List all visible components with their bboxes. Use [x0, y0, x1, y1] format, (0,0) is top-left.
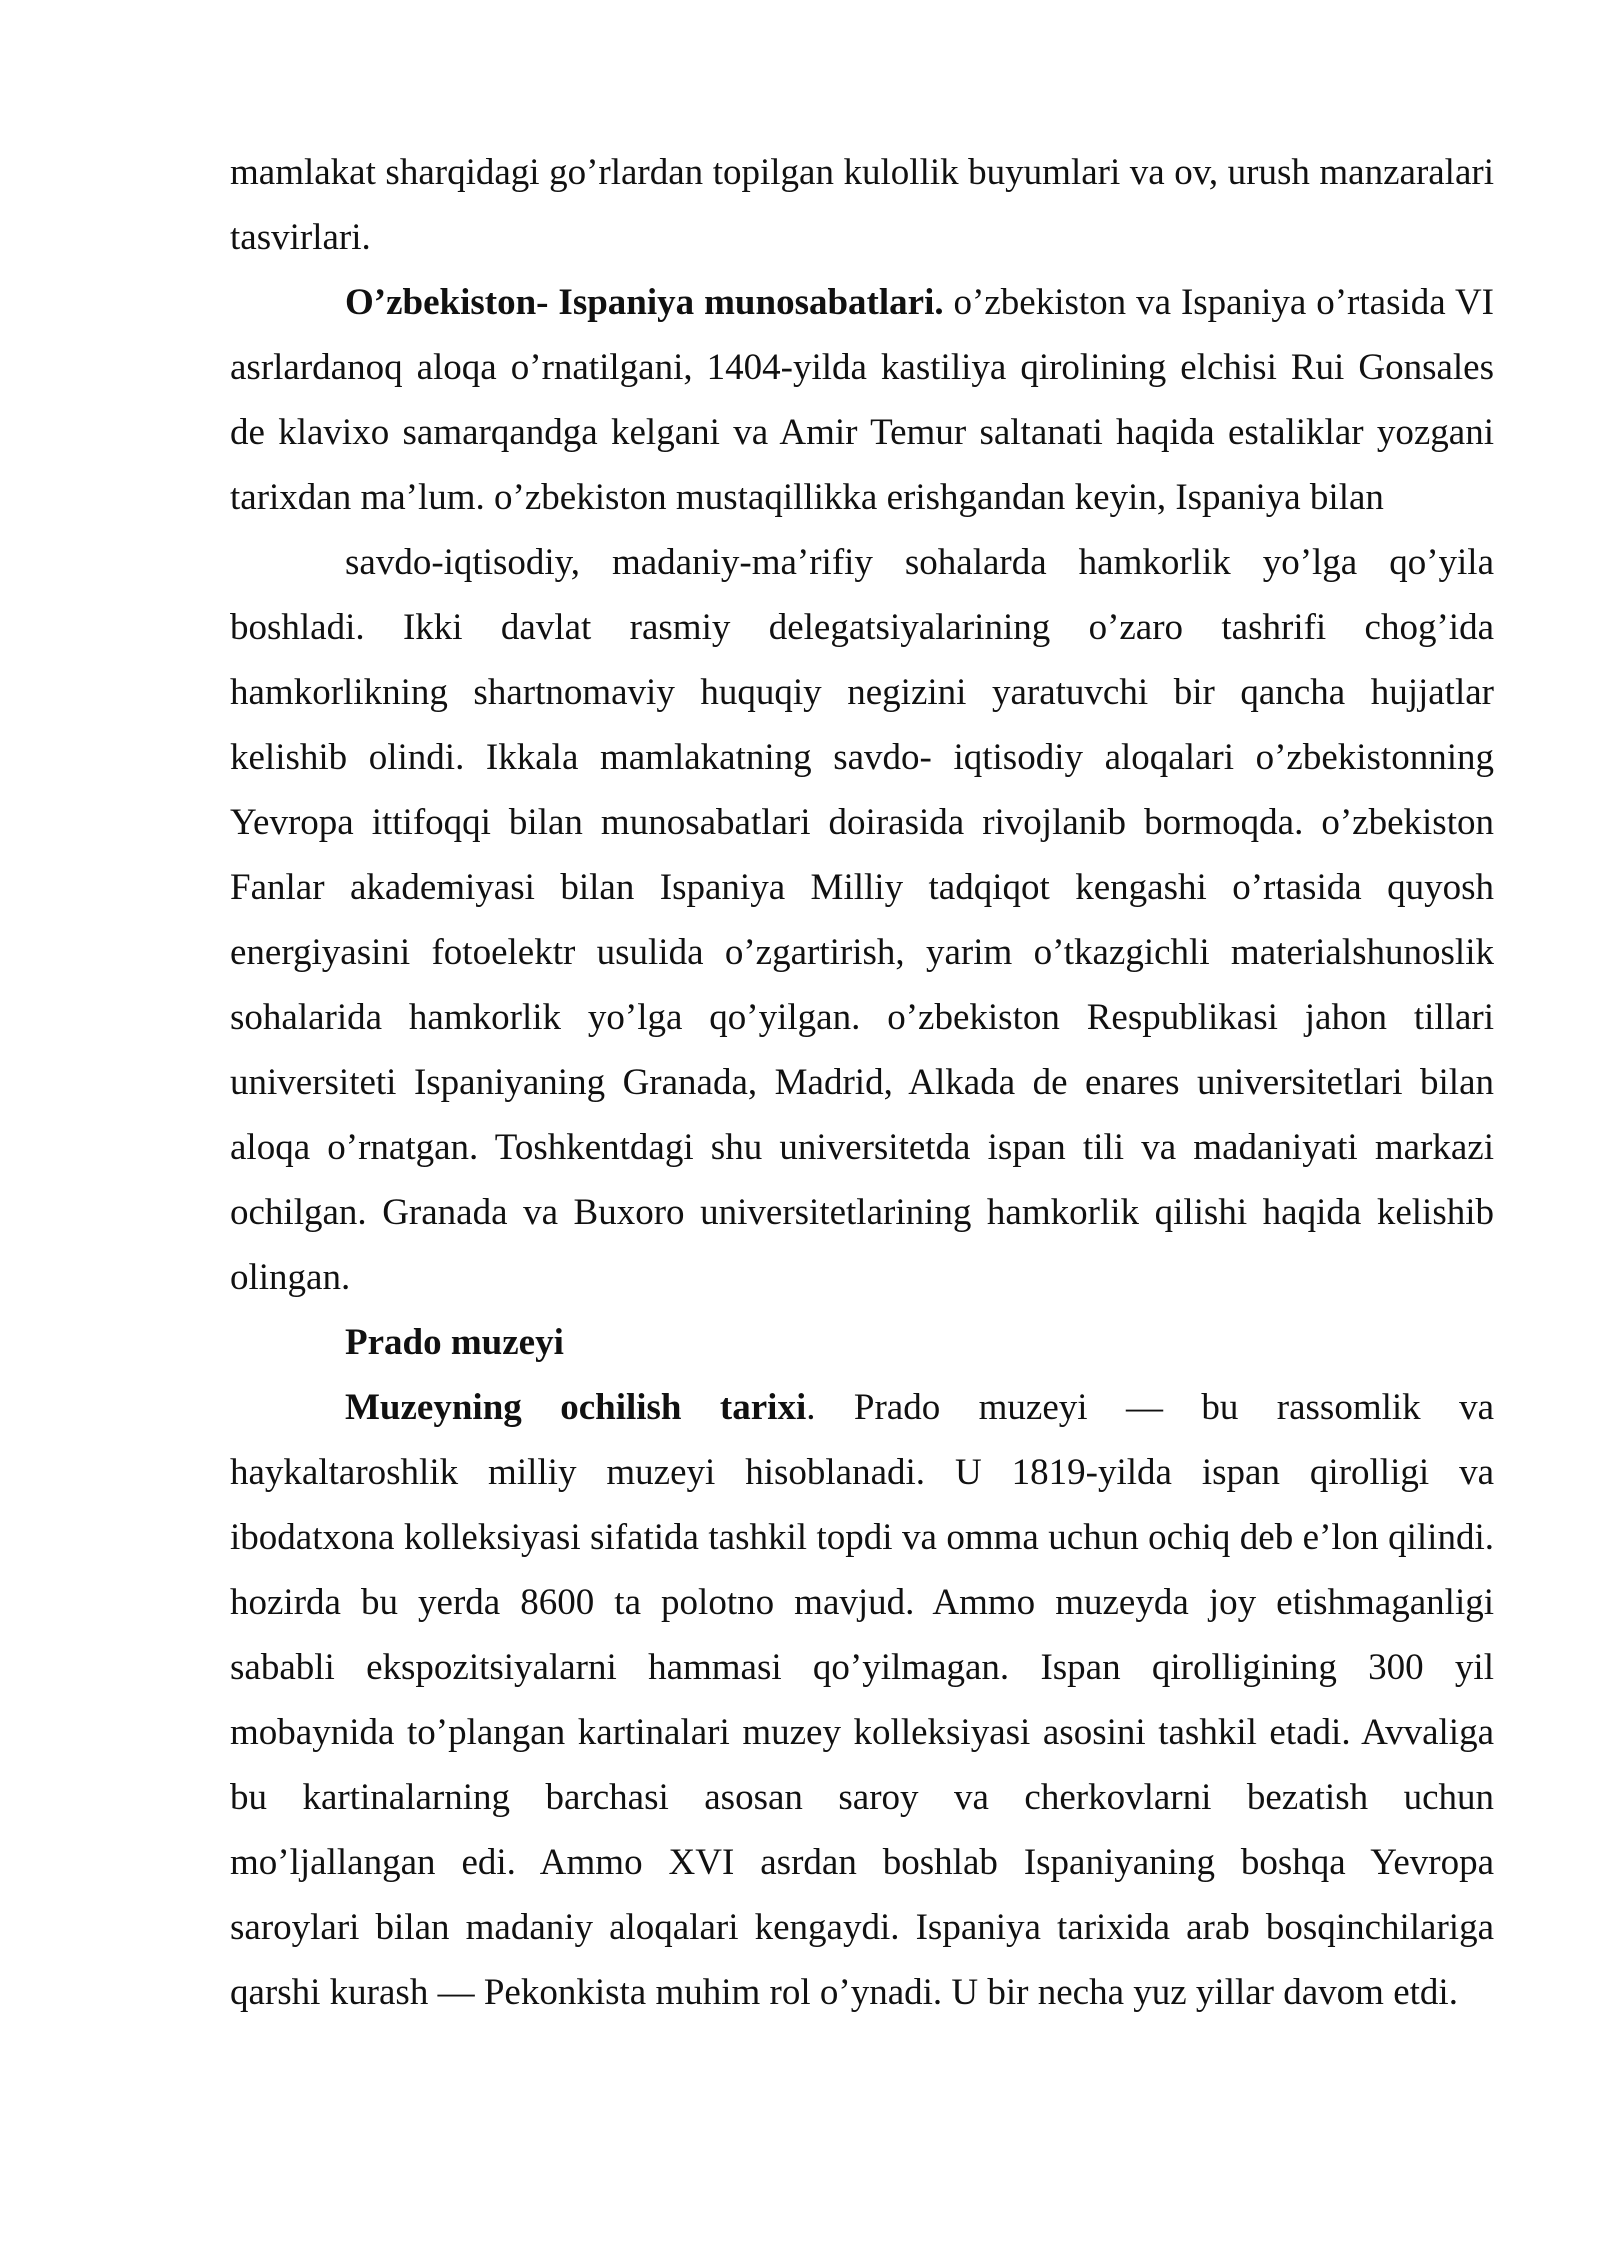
- prado-heading-text: Prado muzeyi: [345, 1322, 564, 1363]
- uzbekistan-spain-paragraph: [230, 270, 1494, 530]
- document-page: [230, 140, 1494, 2025]
- intro-paragraph: [230, 140, 1494, 270]
- museum-history-paragraph: [230, 1375, 1494, 2025]
- cooperation-text: savdo-iqtisodiy, madaniy-ma’rifiy sohalarda hamkorlik yo’lga qo’yila boshladi. Ikki davlat rasmiy delegatsiyalarining o’zaro tashrifi chog’ida hamkorlikning shartnomaviy huquqiy negizini yaratuvchi bir qancha hujjatlar kelishib olindi. Ikkala mamlakatning savdo- iqtisodiy aloqalari o’zbekistonning Yevropa ittifoqqi bilan munosabatlari doirasida rivojlanib bormoqda. o’zbekiston Fanlar akademiyasi bilan Ispaniya Milliy tadqiqot kengashi o’rtasida quyosh energiyasini fotoelektr usulida o’zgartirish, yarim o’tkazgichli materialshunoslik sohalarida hamkorlik yo’lga qo’yilgan. o’zbekiston Respublikasi jahon tillari universiteti Ispaniyaning Granada, Madrid, Alkada de enares universitetlari bilan aloqa o’rnatgan. Toshkentdagi shu universitetda ispan tili va madaniyati markazi ochilgan. Granada va Buxoro universitetlarining hamkorlik qilishi haqida kelishib olingan.: [230, 542, 1494, 1298]
- museum-history-heading: Muzeyning ochilish tarixi: [345, 1387, 807, 1428]
- intro-text: mamlakat sharqidagi go’rlardan topilgan kulollik buyumlari va ov, urush manzaralari tasvirlari.: [230, 152, 1494, 258]
- uzbekistan-spain-heading: O’zbekiston- Ispaniya munosabatlari.: [345, 282, 944, 323]
- uzbekistan-spain-text-1: o’zbekiston va Ispaniya o’rtasida VI asrlardanoq aloqa o’rnatilgani, 1404-yilda kastiliya qirolining elchisi Rui Gonsales de klavixo samarqandga kelgani va Amir Temur saltanati haqida estaliklar yozgani tarixdan ma’lum. o’zbekiston mustaqillikka erishgandan keyin, Ispaniya bilan: [230, 282, 1494, 518]
- museum-history-text: . Prado muzeyi — bu rassomlik va haykaltaroshlik milliy muzeyi hisoblanadi. U 1819-yilda ispan qirolligi va ibodatxona kolleksiyasi sifatida tashkil topdi va omma uchun ochiq deb e’lon qilindi. hozirda bu yerda 8600 ta polotno mavjud. Ammo muzeyda joy etishmaganligi sababli ekspozitsiyalarni hammasi qo’yilmagan. Ispan qirolligining 300 yil mobaynida to’plangan kartinalari muzey kolleksiyasi asosini tashkil etadi. Avvaliga bu kartinalarning barchasi asosan saroy va cherkovlarni bezatish uchun mo’ljallangan edi. Ammo XVI asrdan boshlab Ispaniyaning boshqa Yevropa saroylari bilan madaniy aloqalari kengaydi. Ispaniya tarixida arab bosqinchilariga qarshi kurash — Pekonkista muhim rol o’ynadi. U bir necha yuz yillar davom etdi.: [230, 1387, 1494, 2013]
- cooperation-paragraph: [230, 530, 1494, 1310]
- prado-heading: [230, 1310, 1494, 1375]
